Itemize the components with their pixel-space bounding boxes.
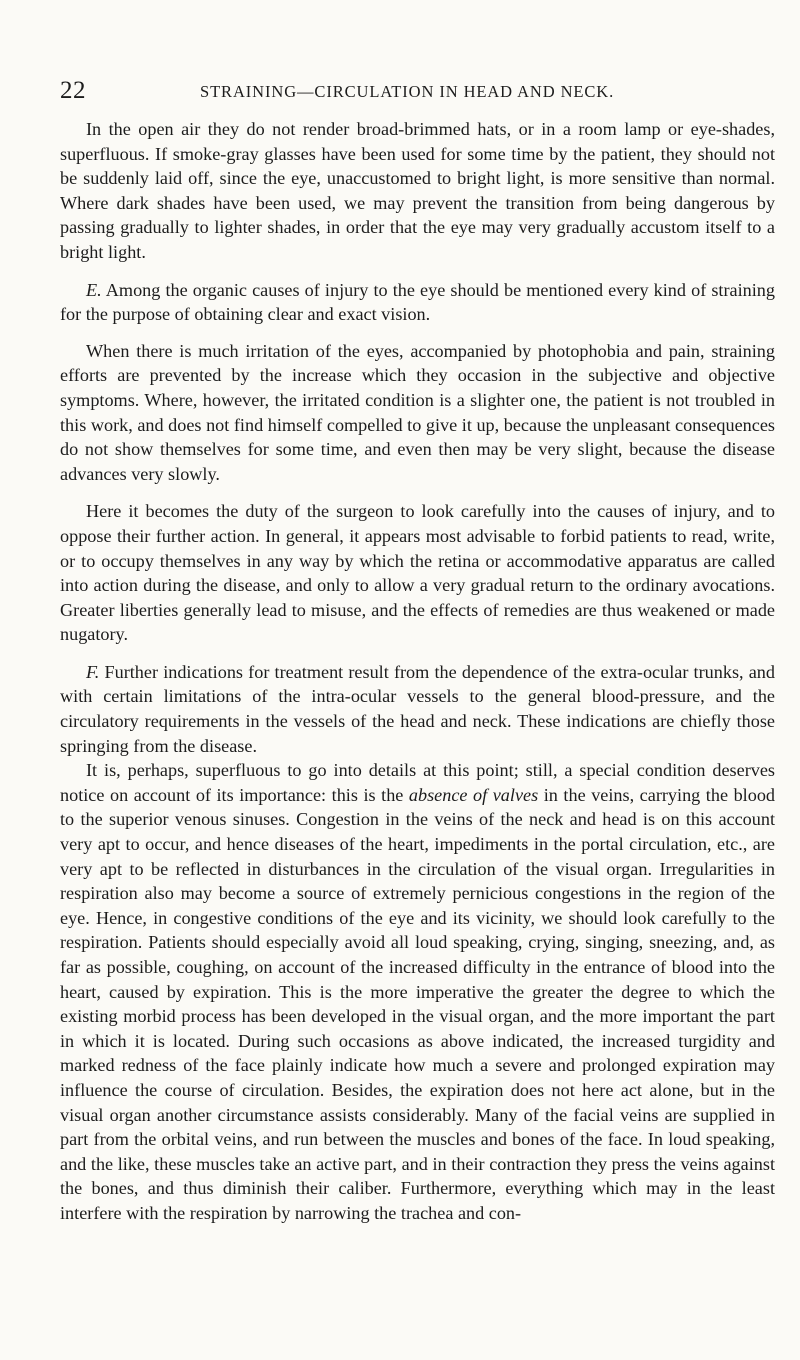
section-letter-e: E. [86, 279, 102, 300]
paragraph-valves-start: It is, perhaps, superfluous to go into details at this point; still, a special condition deserves notice on account of its importance: this is the [60, 760, 775, 805]
body-text [60, 117, 775, 1226]
page-number: 22 [60, 77, 86, 104]
paragraph-valves [60, 758, 775, 1225]
paragraph-surgeon-duty: Here it becomes the duty of the surgeon to look carefully into the causes of injury, and to oppose their further action. In general, it appears most advisable to forbid patients to read, write, or to occupy themselves in any way by which the retina or accommodative apparatus are called into action during the disease, and only to allow a very gradual return to the ordinary avocations. Greater liberties generally lead to misuse, and the effects of remedies are thus weakened or made nugatory. [60, 501, 775, 645]
paragraph-f [60, 660, 775, 758]
paragraph-e-text: Among the organic causes of injury to the eye should be mentioned every kind of straining for the purpose of obtaining clear and exact vision. [60, 279, 775, 325]
paragraph-e [60, 278, 775, 327]
paragraph-open-air: In the open air they do not render broad-brimmed hats, or in a room lamp or eye-shades, superfluous. If smoke-gray glasses have been used for some time by the patient, they should not be suddenly laid off, since the eye, unaccustomed to bright light, is more sensitive than normal. Where dark shades have been used, we may prevent the transition from being dangerous by passing gradually to lighter shades, in order that the eye may very gradually accustom itself to a bright light. [60, 119, 775, 262]
running-head: STRAINING—CIRCULATION IN HEAD AND NECK. [200, 82, 615, 101]
small-print-note: When there is much irritation of the eyes, accompanied by photophobia and pain, straining efforts are prevented by the increase which they occasion in the subjective and objective symptoms. Where, however, the irritated condition is a slighter one, the patient is not troubled in this work, and does not find himself compelled to give it up, because the unpleasant consequences do not show themselves for some time, and even then may be very slight, because the disease advances very slowly. [60, 340, 775, 484]
section-letter-f: F. [86, 661, 100, 682]
page-header [60, 76, 760, 106]
absence-of-valves-emphasis: absence of valves [408, 784, 539, 805]
paragraph-valves-rest: in the veins, carrying the blood to the superior venous sinuses. Congestion in the veins of the neck and head is on this account very apt to occur, and hence diseases of the heart, impediments in the portal circulation, etc., are very apt to be reflected in disturbances in the circulation of the visual organ. Irregularities in respiration also may become a source of extremely pernicious congestions in the region of the eye. Hence, in congestive conditions of the eye and its vicinity, we should look carefully to the respiration. Patients should especially avoid all loud speaking, crying, singing, sneezing, and, as far as possible, coughing, on account of the increased difficulty in the entrance of blood into the heart, caused by expiration. This is the more imperative the greater the degree to which the existing morbid process has been developed in the visual organ, and the more important the part in which it is located. During such occasions as above indicated, the increased turgidity and marked redness of the face plainly indicate how much a severe and prolonged expiration may influence the course of circulation. Besides, the expiration does not here act alone, but in the visual organ another circumstance assists considerably. Many of the facial veins are supplied in part from the orbital veins, and run between the muscles and bones of the face. In loud speaking, and the like, these muscles take an active part, and in their contraction they press the veins against the bones, and thus diminish their caliber. Furthermore, everything which may in the least interfere with the respiration by narrowing the trachea and con- [60, 784, 776, 1223]
paragraph-f-text: Further indications for treatment result from the dependence of the extra-ocular trunks, and with certain limitations of the intra-ocular vessels to the general blood-pressure, and the circulatory requirements in the vessels of the head and neck. These indications are chiefly those springing from the disease. [60, 661, 775, 756]
